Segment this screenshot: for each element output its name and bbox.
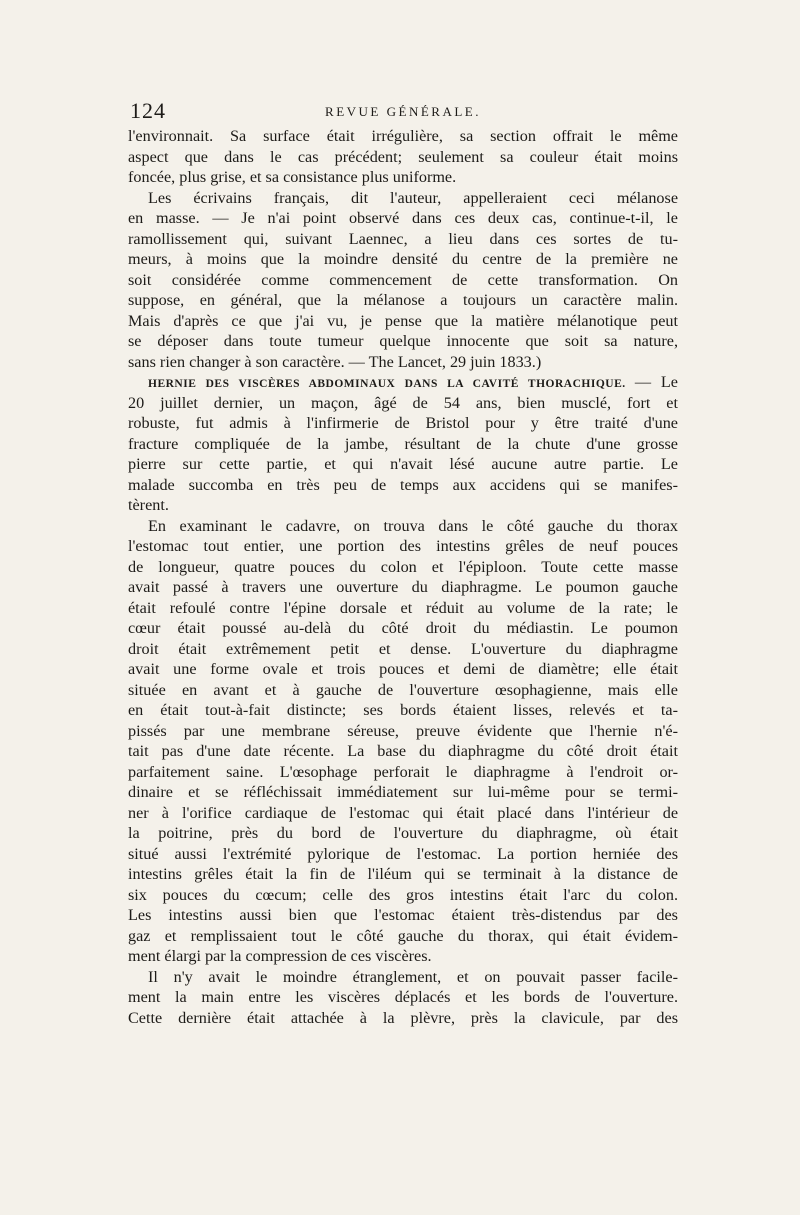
document-page: [128, 98, 678, 1028]
text-line: pissés par une membrane séreuse, preuve évidente que l'hernie n'é-: [128, 721, 678, 740]
text-line: en masse. — Je n'ai point observé dans ces deux cas, continue-t-il, le: [128, 209, 678, 227]
text-line: En examinant le cadavre, on trouva dans le côté gauche du thorax: [148, 516, 678, 535]
text-line: meurs, à moins que la moindre densité du centre de la première ne: [128, 250, 678, 268]
text-line: 20 juillet dernier, un maçon, âgé de 54 ans, bien musclé, fort et: [128, 393, 678, 412]
text-line: se déposer dans toute tumeur quelque innocente que soit sa nature,: [128, 332, 678, 350]
text-line: ment la main entre les viscères déplacés et les bords de l'ouverture.: [128, 988, 678, 1006]
text-line: sans rien changer à son caractère. — The Lancet, 29 juin 1833.): [128, 352, 542, 371]
page-number: 124: [130, 98, 166, 123]
text-line: cœur était poussé au-delà du côté droit du médiastin. Le poumon: [128, 619, 678, 637]
text-line: malade succomba en très peu de temps aux accidens qui se manifes-: [128, 475, 678, 494]
text-line: l'environnait. Sa surface était irrégulière, sa section offrait le même: [128, 127, 678, 145]
text-line: avait passé à travers une ouverture du diaphragme. Le poumon gauche: [128, 578, 678, 596]
text-line: parfaitement saine. L'œsophage perforait le diaphragme à l'endroit or-: [128, 762, 678, 781]
text-line: fracture compliquée de la jambe, résultant de la chute d'une grosse: [128, 434, 678, 453]
text-line: Les écrivains français, dit l'auteur, appelleraient ceci mélanose: [148, 188, 678, 207]
text-line: HERNIE DES VISCÈRES ABDOMINAUX DANS LA CAVITÉ THORACHIQUE. — Le: [148, 373, 678, 391]
text-line: intestins grêles était la fin de l'iléum qui se terminait à la distance de: [128, 865, 678, 883]
text-line: aspect que dans le cas précédent; seulement sa couleur était moins: [128, 147, 678, 166]
text-line: Mais d'après ce que j'ai vu, je pense que la matière mélanotique peut: [128, 311, 678, 330]
text-line: tèrent.: [128, 496, 169, 514]
text-line: suppose, en général, que la mélanose a toujours un caractère malin.: [128, 291, 678, 309]
text-line: Les intestins aussi bien que l'estomac étaient très-distendus par des: [128, 906, 678, 924]
text-line: dinaire et se réfléchissait immédiatement sur lui-même pour se termi-: [128, 783, 678, 801]
text-line: ner à l'orifice cardiaque de l'estomac qui était placé dans l'intérieur de: [128, 803, 678, 822]
text-line: en était tout-à-fait distincte; ses bords étaient lisses, relevés et ta-: [128, 701, 678, 719]
text-line: soit considérée comme commencement de cette transformation. On: [128, 270, 678, 289]
text-line: droit était extrêmement petit et dense. L'ouverture du diaphragme: [128, 639, 678, 658]
text-line: l'estomac tout entier, une portion des intestins grêles de neuf pouces: [128, 537, 678, 555]
text-line: situé aussi l'extrémité pylorique de l'estomac. La portion herniée des: [128, 844, 678, 863]
text-line: gaz et remplissaient tout le côté gauche du thorax, qui était évidem-: [128, 926, 678, 945]
text-line: de longueur, quatre pouces du colon et l'épiploon. Toute cette masse: [128, 557, 678, 576]
text-line: tait pas d'une date récente. La base du diaphragme du côté droit était: [128, 742, 678, 760]
body-text: [128, 126, 678, 1028]
text-line: située en avant et à gauche de l'ouverture œsophagienne, mais elle: [128, 680, 678, 699]
text-line: ramollissement qui, suivant Laennec, a lieu dans ces sortes de tu-: [128, 229, 678, 248]
text-line: six pouces du cœcum; celle des gros intestins était l'arc du colon.: [128, 885, 678, 904]
text-line: pierre sur cette partie, et qui n'avait lésé aucune autre partie. Le: [128, 455, 678, 473]
text-line: Il n'y avait le moindre étranglement, et on pouvait passer facile-: [148, 967, 678, 986]
text-line: ment élargi par la compression de ces viscères.: [128, 947, 432, 965]
running-head: REVUE GÉNÉRALE.: [325, 104, 481, 119]
text-line: avait une forme ovale et trois pouces et demi de diamètre; elle était: [128, 660, 678, 678]
page-header: [128, 98, 678, 126]
text-line: foncée, plus grise, et sa consistance plus uniforme.: [128, 168, 457, 186]
text-line: était refoulé contre l'épine dorsale et réduit au volume de la rate; le: [128, 598, 678, 617]
text-line: la poitrine, près du bord de l'ouverture du diaphragme, où était: [128, 824, 678, 842]
text-line: robuste, fut admis à l'infirmerie de Bristol pour y être traité d'une: [128, 414, 678, 432]
text-line: Cette dernière était attachée à la plèvre, près la clavicule, par des: [128, 1008, 678, 1027]
